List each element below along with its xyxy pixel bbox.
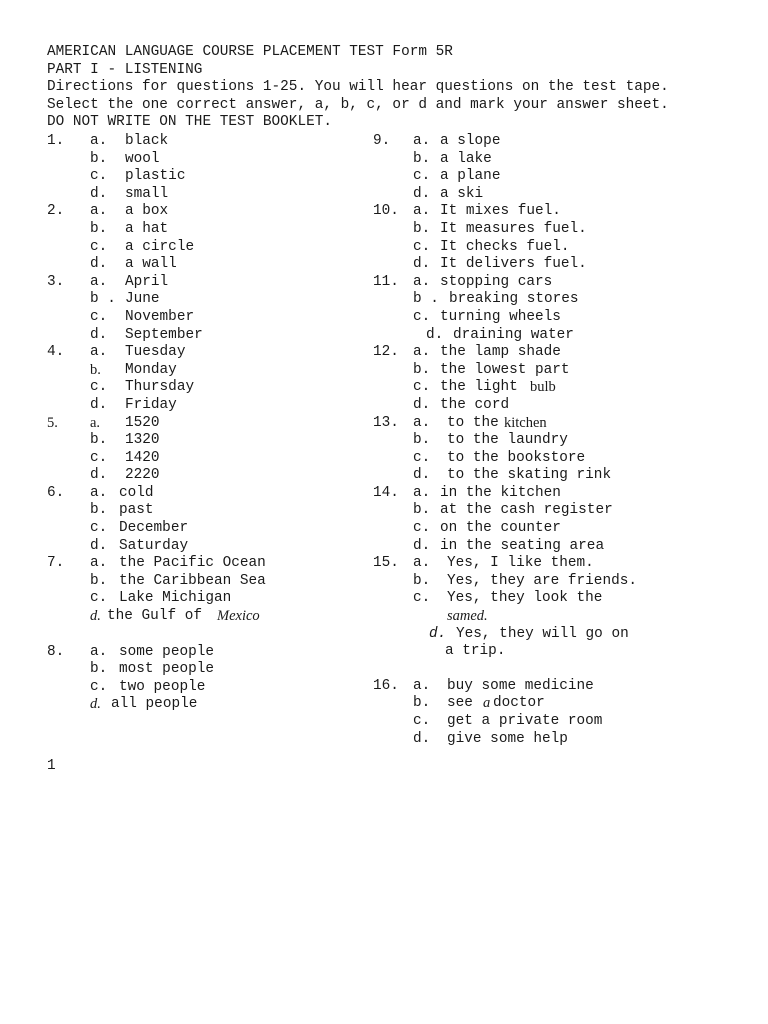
option-letter: a. [90, 555, 108, 572]
option-letter: c. [413, 379, 431, 396]
option-letter: c. [413, 308, 431, 325]
option-letter: b. [90, 150, 108, 167]
option-text: at the cash register [440, 502, 613, 519]
question-number: 5. [47, 414, 58, 431]
option-letter: b. [90, 572, 108, 589]
option-letter: d. [90, 467, 108, 484]
option-letter: c. [90, 168, 108, 185]
option-letter: b. [90, 432, 108, 449]
option-text-continuation: samed. [447, 608, 488, 625]
test-header [47, 44, 747, 132]
option-letter: a. [413, 677, 431, 694]
option-letter: a. [413, 414, 431, 431]
question-number: 10. [373, 203, 399, 220]
question-12 [373, 344, 753, 414]
option-letter: d. [90, 185, 108, 202]
option-text: the lamp shade [440, 344, 561, 361]
option-text: 1320 [125, 432, 160, 449]
option-letter: c. [90, 238, 108, 255]
option-text: It measures fuel. [440, 220, 587, 237]
option-text: buy some medicine [447, 677, 594, 694]
option-letter: a. [90, 273, 108, 290]
option-letter: d. [90, 326, 108, 343]
question-1 [47, 133, 367, 203]
option-text: the Pacific Ocean [119, 555, 266, 572]
option-letter: d. [413, 256, 431, 273]
option-letter: b. [413, 150, 431, 167]
option-text: turning wheels [440, 308, 561, 325]
question-4 [47, 344, 367, 414]
option-letter: c. [413, 449, 431, 466]
page-number: 1 [47, 758, 56, 774]
option-text: Friday [125, 396, 177, 413]
option-text: stopping cars [440, 273, 553, 290]
option-text-extra: a [483, 695, 491, 712]
option-text: Tuesday [125, 344, 186, 361]
option-text: the light [440, 379, 518, 396]
option-text: a slope [440, 133, 501, 149]
option-text: on the counter [440, 520, 561, 537]
option-letter: b . [90, 291, 116, 308]
question-number: 4. [47, 344, 65, 361]
option-letter: b. [413, 572, 431, 589]
option-letter: d. [429, 625, 447, 642]
option-text: to the bookstore [447, 449, 586, 466]
question-number: 11. [373, 273, 399, 290]
option-text: Thursday [125, 379, 195, 396]
option-text: Monday [125, 361, 177, 378]
option-text: 1520 [125, 414, 160, 431]
option-text: get a private room [447, 713, 603, 729]
question-number: 12. [373, 344, 399, 361]
question-8 [47, 644, 367, 714]
question-11 [373, 274, 753, 344]
question-number: 2. [47, 203, 65, 220]
option-text: the Caribbean Sea [119, 572, 266, 589]
option-letter: d. [90, 608, 101, 625]
option-letter: a. [90, 414, 101, 431]
option-text: Yes, they look the [447, 590, 603, 607]
option-letter: a. [413, 273, 431, 290]
option-letter: d. [90, 256, 108, 273]
option-text: June [125, 291, 160, 308]
option-text: It delivers fuel. [440, 256, 587, 273]
option-text: a wall [125, 256, 177, 273]
option-text: December [119, 520, 189, 537]
question-number: 9. [373, 133, 391, 149]
option-letter: a. [413, 344, 431, 361]
option-text: a circle [125, 238, 195, 255]
option-letter: d. [413, 537, 431, 554]
option-text: the Gulf of [107, 608, 202, 625]
question-2 [47, 203, 367, 273]
option-text: cold [119, 484, 154, 501]
option-text: breaking stores [449, 291, 579, 308]
option-text: the lowest part [440, 361, 570, 378]
option-text-extra: bulb [530, 379, 556, 396]
option-text: Yes, I like them. [447, 555, 594, 572]
option-text: a lake [440, 150, 492, 167]
question-10 [373, 203, 753, 273]
option-letter: c. [90, 590, 108, 607]
option-text: small [125, 185, 169, 202]
option-letter: c. [90, 308, 108, 325]
option-letter: c. [413, 168, 431, 185]
option-letter: b. [413, 695, 431, 712]
option-text: see [447, 695, 473, 712]
question-14 [373, 485, 753, 555]
option-text: in the seating area [440, 537, 605, 554]
option-letter: d. [90, 537, 108, 554]
option-letter: c. [413, 520, 431, 537]
option-text-extra: kitchen [504, 414, 547, 431]
option-text: a box [125, 203, 169, 220]
option-letter: c. [90, 678, 108, 695]
option-letter: c. [413, 238, 431, 255]
question-number: 3. [47, 273, 65, 290]
option-text: Lake Michigan [119, 590, 232, 607]
option-letter: a. [90, 484, 108, 501]
directions-line-1: Directions for questions 1-25. You will hear questions on the test tape. [47, 79, 669, 96]
question-number: 1. [47, 133, 65, 149]
option-letter: d. [90, 396, 108, 413]
option-text: plastic [125, 168, 186, 185]
option-text: all people [111, 696, 198, 713]
option-text-extra: doctor [493, 695, 545, 712]
option-text: Saturday [119, 537, 189, 554]
right-question-column [373, 133, 753, 748]
option-letter: a. [413, 484, 431, 501]
option-text: 2220 [125, 467, 160, 484]
option-text: to the [447, 414, 499, 431]
option-text: most people [119, 661, 214, 678]
option-text-extra: Mexico [217, 608, 260, 625]
option-letter: b. [90, 361, 101, 378]
option-text: a ski [440, 185, 484, 202]
option-text: September [125, 326, 203, 343]
question-number: 15. [373, 555, 399, 572]
option-letter: d. [90, 696, 101, 713]
option-text: Yes, they are friends. [447, 572, 637, 589]
option-text: the cord [440, 396, 510, 413]
option-letter: c. [413, 590, 431, 607]
option-letter: c. [90, 449, 108, 466]
option-letter: a. [90, 133, 108, 149]
option-text: to the laundry [447, 432, 568, 449]
option-letter: a. [413, 133, 431, 149]
option-text: wool [125, 150, 160, 167]
option-text: a hat [125, 220, 169, 237]
option-letter: b. [413, 432, 431, 449]
question-3 [47, 274, 367, 344]
option-text: It mixes fuel. [440, 203, 561, 220]
option-text: some people [119, 643, 214, 660]
question-number: 16. [373, 677, 399, 694]
question-9 [373, 133, 753, 203]
question-6 [47, 485, 367, 555]
option-letter: b. [413, 220, 431, 237]
option-text: past [119, 502, 154, 519]
option-letter: b. [90, 661, 108, 678]
question-16 [373, 678, 753, 748]
question-number: 8. [47, 643, 65, 660]
option-text: April [125, 273, 169, 290]
option-text: in the kitchen [440, 484, 561, 501]
option-letter: d. [413, 396, 431, 413]
option-letter: a. [413, 203, 431, 220]
directions-line-2: Select the one correct answer, a, b, c, or d and mark your answer sheet. [47, 96, 669, 113]
option-letter: a. [90, 203, 108, 220]
test-title: AMERICAN LANGUAGE COURSE PLACEMENT TEST Form 5R [47, 44, 453, 60]
question-7 [47, 555, 367, 625]
option-text: 1420 [125, 449, 160, 466]
option-letter: d. [426, 326, 444, 343]
directions-line-3: DO NOT WRITE ON THE TEST BOOKLET. [47, 114, 332, 131]
question-number: 14. [373, 484, 399, 501]
option-letter: a. [90, 643, 108, 660]
option-text: a plane [440, 168, 501, 185]
option-letter: b. [90, 220, 108, 237]
left-question-column [47, 133, 367, 714]
option-letter: a. [413, 555, 431, 572]
question-13 [373, 415, 753, 485]
option-text: to the skating rink [447, 467, 612, 484]
option-letter: d. [413, 467, 431, 484]
question-number: 7. [47, 555, 65, 572]
option-letter: d. [413, 185, 431, 202]
option-text: November [125, 308, 195, 325]
question-number: 13. [373, 414, 399, 431]
option-text: Yes, they will go on [456, 625, 629, 642]
option-text-continuation: a trip. [445, 643, 506, 660]
question-number: 6. [47, 484, 65, 501]
option-letter: c. [90, 379, 108, 396]
option-letter: b. [90, 502, 108, 519]
option-letter: a. [90, 344, 108, 361]
option-letter: b. [413, 361, 431, 378]
option-letter: b . [413, 291, 439, 308]
option-text: give some help [447, 730, 568, 747]
option-letter: d. [413, 730, 431, 747]
option-text: two people [119, 678, 206, 695]
question-15 [373, 555, 753, 661]
option-text: black [125, 133, 169, 149]
option-text: draining water [453, 326, 574, 343]
part-heading: PART I - LISTENING [47, 61, 203, 78]
option-letter: c. [90, 520, 108, 537]
option-text: It checks fuel. [440, 238, 570, 255]
option-letter: c. [413, 713, 431, 729]
option-letter: b. [413, 502, 431, 519]
question-5 [47, 415, 367, 485]
